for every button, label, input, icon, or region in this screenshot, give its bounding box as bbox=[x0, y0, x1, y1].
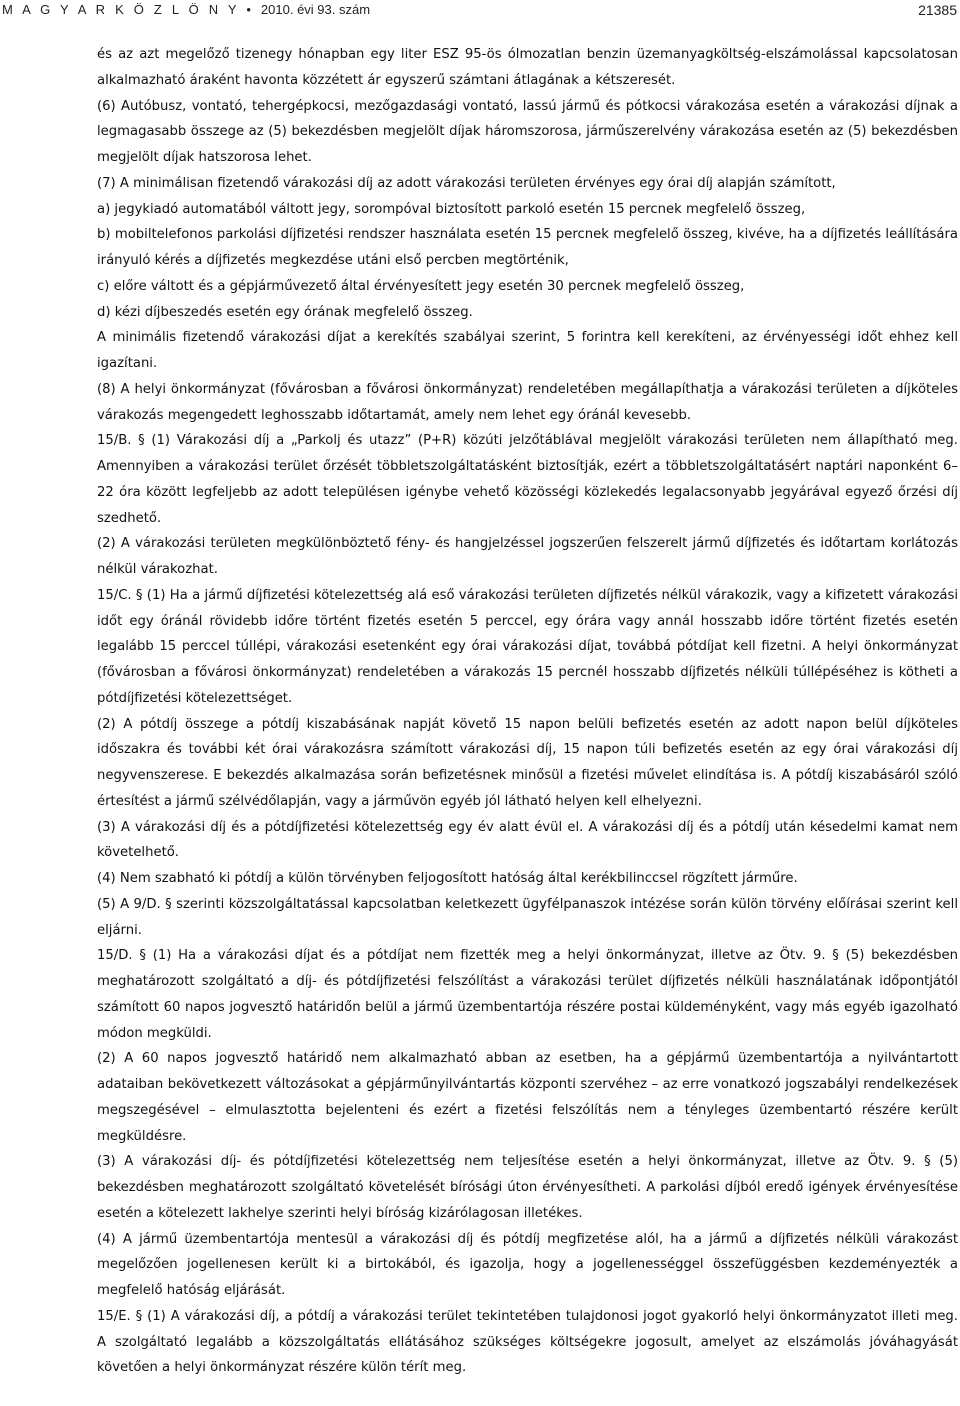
paragraph: (3) A várakozási díj és a pótdíjfizetési kötelezettség egy év alatt évül el. A várakozási díj és a pótdíj után késedelmi kamat nem követelhető. bbox=[97, 819, 958, 861]
header-bullet: • bbox=[246, 2, 255, 17]
list-item: a) jegykiadó automatából váltott jegy, sorompóval biztosított parkoló esetén 15 percnek megfelelő összeg, bbox=[97, 201, 806, 217]
paragraph: (4) A jármű üzembentartója mentesül a várakozási díj és pótdíj megfizetése alól, ha a jármű a díjfizetés nélküli várakozást megelőzően jogellenesen került ki a birtokából, és igazolja, hogy a jogellenességgel összefüggésben kezdeményezték a megfelelő hatóság eljárását. bbox=[97, 1231, 958, 1298]
document-body bbox=[97, 42, 958, 1381]
paragraph: (2) A 60 napos jogvesztő határidő nem alkalmazható abban az esetben, ha a gépjármű üzembentartója a nyilvántartott adataiban bekövetkezett változásokat a gépjárműnyilvántartás központi szervéhez – az erre vonatkozó jogszabályi rendelkezések megszegésével – elmulasztotta bejelenteni és ezért a fizetési felszólítás nem a tényleges üzembentartó részére került megküldésre. bbox=[97, 1051, 958, 1144]
issue-info: 2010. évi 93. szám bbox=[260, 2, 371, 17]
paragraph: (6) Autóbusz, vontató, tehergépkocsi, mezőgazdasági vontató, lassú jármű és pótkocsi várakozása esetén a várakozási díjnak a legmagasabb összege az (5) bekezdésben megjelölt díjak háromszorosa, járműszerelvény várakozása esetén az (5) bekezdésben megjelölt díjak hatszorosa lehet. bbox=[97, 98, 958, 165]
paragraph: (8) A helyi önkormányzat (fővárosban a fővárosi önkormányzat) rendeletében megállapíthatja a várakozási területen a díjköteles várakozás megengedett leghosszabb időtartamát, amely nem lehet egy óránál kevesebb. bbox=[97, 381, 958, 423]
list-item: c) előre váltott és a gépjárművezető által érvényesített jegy esetén 30 percnek megfelelő összeg, bbox=[97, 278, 745, 294]
paragraph: (3) A várakozási díj- és pótdíjfizetési kötelezettség nem teljesítése esetén a helyi önkormányzat, illetve az Ötv. 9. § (5) bekezdésben meghatározott szolgáltató követelését bírósági úton érvényesítheti. A parkolási díjból eredő igények érvényesítése esetén a kötelezett lakhelye szerinti helyi bíróság kizárólagosan illetékes. bbox=[97, 1154, 958, 1221]
paragraph: (2) A várakozási területen megkülönböztető fény- és hangjelzéssel jogszerűen felszerelt jármű díjfizetés és időtartam korlátozás nélkül várakozhat. bbox=[97, 536, 958, 577]
section-paragraph: 15/B. § (1) Várakozási díj a „Parkolj és utazz” (P+R) közúti jelzőtáblával megjelölt várakozási területen nem állapítható meg. Amennyiben a várakozási terület őrzését többletszolgáltatásként biztosítják, ezért a többletszolgáltatásért naptári naponként 6–22 óra között legfeljebb az adott településen igénybe vehető közösségi közlekedés legalacsonyabb jegyárával egyező őrzési díj szedhető. bbox=[97, 433, 958, 526]
paragraph: (4) Nem szabható ki pótdíj a külön törvényben feljogosított hatóság által kerékbilinccsel rögzített járműre. bbox=[97, 871, 798, 886]
paragraph: (5) A 9/D. § szerinti közszolgáltatással kapcsolatban keletkezett ügyfélpanaszok intézése során külön törvény előírásai szerint kell eljárni. bbox=[97, 896, 958, 938]
paragraph: (2) A pótdíj összege a pótdíj kiszabásának napját követő 15 napon belüli befizetés esetén az adott napon belül díjköteles időszakra és további két órai várakozásra számított várakozási díj, 15 napon túli befizetés esetén az egy órai várakozási díj negyvenszerese. E bekezdés alkalmazása során befizetésnek minősül a fizetési művelet elindítása is. A pótdíj kiszabásáról szóló értesítést a jármű szélvédőlapján, vagy a járművön egyéb jól látható helyen kell elhelyezni. bbox=[97, 716, 958, 809]
list-item: d) kézi díjbeszedés esetén egy órának megfelelő összeg. bbox=[97, 304, 473, 320]
paragraph: A minimális fizetendő várakozási díjat a kerekítés szabályai szerint, 5 forintra kell kerekíteni, az érvényességi időt ehhez kell igazítani. bbox=[97, 330, 958, 371]
list-item: b) mobiltelefonos parkolási díjfizetési rendszer használata esetén 15 percnek megfelelő összeg, kivéve, ha a díjfizetés leállítására irányuló kérés a díjfizetés megkezdése utáni első percben megtörténik, bbox=[97, 227, 958, 268]
section-paragraph: 15/D. § (1) Ha a várakozási díjat és a pótdíjat nem fizették meg a helyi önkormányzat, illetve az Ötv. 9. § (5) bekezdésben meghatározott szolgáltató a díj- és pótdíjfizetési felszólítást a várakozási terület díjfizetés nélküli használatának időpontjától számított 60 napos jogvesztő határidőn belül a jármű üzembentartója részére postai küldeményként, vagy más egyéb igazolható módon megküldi. bbox=[97, 948, 958, 1041]
page-number: 21385 bbox=[918, 2, 957, 18]
paragraph: és az azt megelőző tizenegy hónapban egy liter ESZ 95-ös ólmozatlan benzin üzemanyagköltség-elszámolással kapcsolatosan alkalmazható áraként havonta közzétett ár egyszerű számtani átlagának a kétszeresét. bbox=[97, 47, 958, 88]
section-paragraph: 15/C. § (1) Ha a jármű díjfizetési kötelezettség alá eső várakozási területen díjfizetés nélkül várakozik, vagy a kifizetett várakozási időt egy óránál rövidebb időre történt fizetés esetén 5 perccel, egy órára vagy annál hosszabb időre történt fizetés esetén legalább 15 perccel túllépi, várakozási esetenként egy órai várakozási díjat, továbbá pótdíjat kell fizetni. A helyi önkormányzat (fővárosban a fővárosi önkormányzat) rendeletében a várakozás 15 percnél hosszabb díjfizetés nélküli túllépéséhez is kötheti a pótdíjfizetési kötelezettséget. bbox=[97, 587, 958, 706]
running-header bbox=[0, 0, 960, 18]
paragraph: (7) A minimálisan fizetendő várakozási díj az adott várakozási területen érvényes egy órai díj alapján számított, bbox=[97, 175, 836, 191]
journal-title bbox=[2, 2, 370, 17]
journal-name: M A G Y A R K Ö Z L Ö N Y bbox=[2, 2, 240, 17]
section-paragraph: 15/E. § (1) A várakozási díj, a pótdíj a várakozási terület tekintetében tulajdonosi jogot gyakorló helyi önkormányzatot illeti meg. A szolgáltató legalább a közszolgáltatás ellátásához szükséges költségekre jogosult, amelyet az elszámolás jóváhagyását követően a helyi önkormányzat részére külön térít meg. bbox=[97, 1308, 958, 1376]
